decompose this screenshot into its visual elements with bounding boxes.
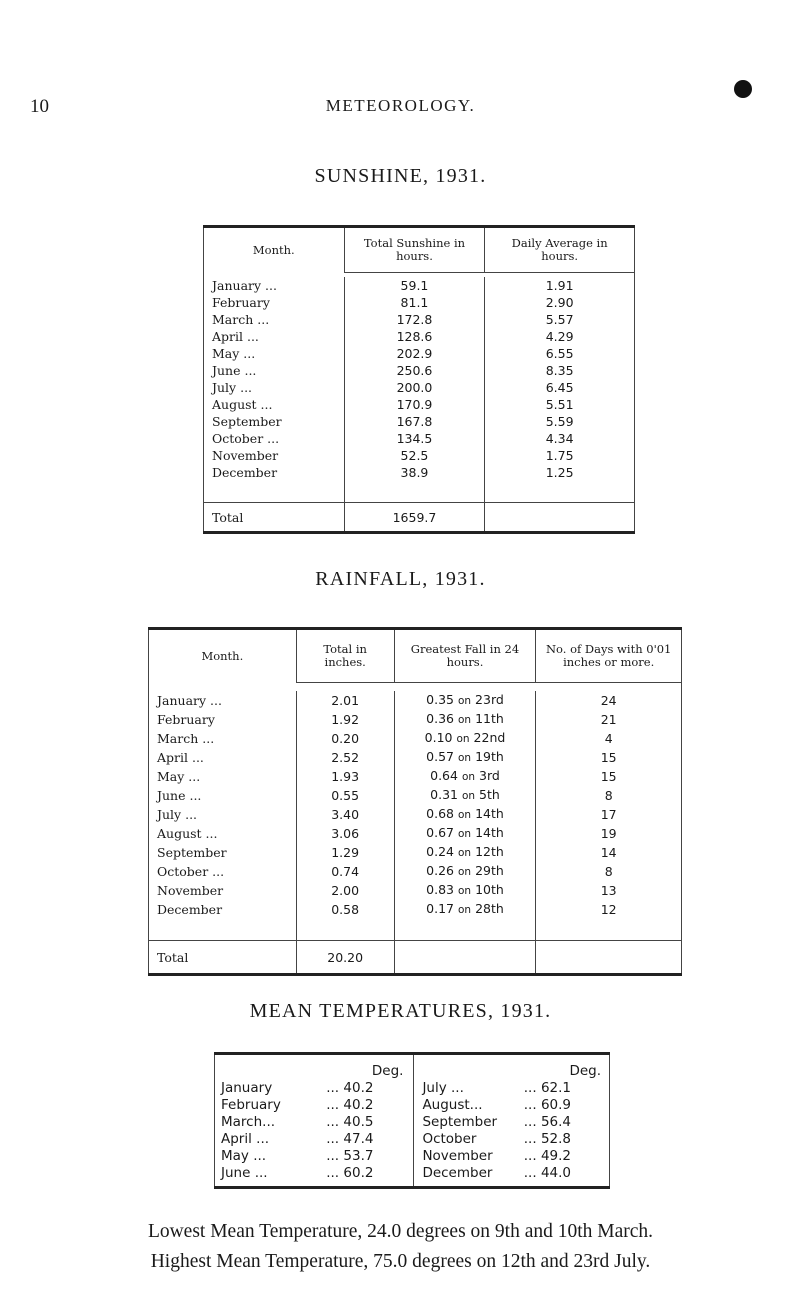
temperature-row: [215, 1080, 610, 1097]
temp-month-left: February: [215, 1097, 327, 1114]
sunshine-total: 128.6: [344, 328, 485, 345]
temp-month-right: November: [422, 1147, 493, 1164]
rainfall-on-word: on: [457, 884, 472, 897]
temp-value-left: ... 60.2: [326, 1165, 414, 1182]
sunshine-month: March ...: [204, 311, 345, 328]
rainfall-month: January ...: [149, 691, 297, 710]
rainfall-month: July ...: [149, 805, 297, 824]
sunshine-row: [204, 277, 635, 294]
rainfall-greatest-amount: 0.64: [430, 767, 458, 783]
rainfall-greatest-amount: 0.31: [430, 786, 458, 802]
rainfall-total: 3.06: [296, 824, 394, 843]
rainfall-days: 15: [536, 767, 682, 786]
sunshine-month: August ...: [204, 396, 345, 413]
rainfall-row: [149, 729, 682, 748]
temp-month-right: July ...: [422, 1079, 464, 1096]
temperature-row: [215, 1148, 610, 1165]
rainfall-on-word: on: [457, 865, 472, 878]
rainfall-greatest-fall: [394, 729, 536, 748]
rainfall-total: 0.20: [296, 729, 394, 748]
rainfall-greatest-date: 11th: [475, 710, 504, 726]
temp-month-left: March...: [215, 1114, 327, 1131]
sunshine-daily: 6.55: [485, 345, 635, 362]
rainfall-greatest-amount: 0.57: [426, 748, 454, 764]
rainfall-on-word: on: [457, 846, 472, 859]
rainfall-greatest-date: 19th: [475, 748, 504, 764]
rainfall-col-month: Month.: [149, 629, 297, 683]
temp-value-left-number: 40.5: [343, 1113, 374, 1130]
rainfall-greatest-amount: 0.68: [426, 805, 454, 821]
sunshine-month: November: [204, 447, 345, 464]
temp-value-right: ... 56.4: [524, 1114, 610, 1131]
rainfall-row: [149, 748, 682, 767]
rainfall-on-word: on: [457, 713, 472, 726]
rainfall-total-value: 20.20: [296, 941, 394, 975]
sunshine-month: June ...: [204, 362, 345, 379]
sunshine-row: [204, 311, 635, 328]
sunshine-month: May ...: [204, 345, 345, 362]
sunshine-col-month: Month.: [204, 227, 345, 273]
temp-value-right-number: 60.9: [540, 1096, 571, 1113]
rainfall-title: RAINFALL, 1931.: [315, 568, 486, 590]
sunshine-total-value: 1659.7: [344, 503, 485, 533]
temp-month-right: October: [422, 1130, 477, 1147]
rainfall-row: [149, 691, 682, 710]
sunshine-daily: 4.34: [485, 430, 635, 447]
rainfall-days: 8: [536, 786, 682, 805]
rainfall-month: May ...: [149, 767, 297, 786]
temp-value-left: ... 53.7: [326, 1148, 414, 1165]
rainfall-days: 19: [536, 824, 682, 843]
sunshine-row: [204, 464, 635, 481]
temp-value-right-number: 56.4: [540, 1113, 571, 1130]
rainfall-month: February: [149, 710, 297, 729]
temp-month-right: December: [422, 1164, 493, 1181]
rainfall-month: November: [149, 881, 297, 900]
rainfall-total: 3.40: [296, 805, 394, 824]
rainfall-on-word: on: [456, 732, 470, 745]
sunshine-total: 172.8: [344, 311, 485, 328]
sunshine-daily: 5.57: [485, 311, 635, 328]
rainfall-total: 0.74: [296, 862, 394, 881]
rainfall-col-days: No. of Days with 0'01 inches or more.: [536, 629, 682, 683]
rainfall-on-word: on: [457, 827, 472, 840]
sunshine-month: July ...: [204, 379, 345, 396]
rainfall-greatest-date: 28th: [475, 900, 504, 916]
sunshine-title: SUNSHINE, 1931.: [314, 165, 487, 187]
rainfall-row: [149, 862, 682, 881]
sunshine-row: [204, 328, 635, 345]
rainfall-table: [148, 627, 682, 976]
temp-value-left-number: 40.2: [343, 1096, 374, 1113]
rainfall-greatest-date: 29th: [475, 862, 504, 878]
rainfall-days: 17: [536, 805, 682, 824]
temp-value-left: ... 40.5: [326, 1114, 414, 1131]
rainfall-greatest-amount: 0.35: [426, 691, 454, 707]
rainfall-greatest-amount: 0.24: [426, 843, 454, 859]
temp-value-left: ... 47.4: [326, 1131, 414, 1148]
sunshine-month: September: [204, 413, 345, 430]
sunshine-row: [204, 447, 635, 464]
sunshine-row: [204, 396, 635, 413]
sunshine-row: [204, 345, 635, 362]
rainfall-greatest-fall: [394, 862, 536, 881]
rainfall-greatest-fall: [394, 824, 536, 843]
rainfall-on-word: on: [457, 808, 472, 821]
rainfall-greatest-fall: [394, 805, 536, 824]
rainfall-row: [149, 881, 682, 900]
rainfall-greatest-amount: 0.10: [424, 729, 453, 745]
temp-value-right: ... 44.0: [524, 1165, 610, 1182]
sunshine-daily: 6.45: [485, 379, 635, 396]
sunshine-col-total: Total Sunshine in hours.: [344, 227, 485, 273]
rainfall-greatest-fall: [394, 767, 536, 786]
temp-value-right: ... 60.9: [524, 1097, 610, 1114]
temp-value-left-number: 60.2: [343, 1164, 374, 1181]
rainfall-days: 13: [536, 881, 682, 900]
rainfall-greatest-fall: [394, 710, 536, 729]
rainfall-total: 1.92: [296, 710, 394, 729]
sunshine-daily: 1.91: [485, 277, 635, 294]
temperature-row: [215, 1131, 610, 1148]
rainfall-days: 15: [536, 748, 682, 767]
rainfall-total: 2.00: [296, 881, 394, 900]
sunshine-total: 59.1: [344, 277, 485, 294]
rainfall-days: 4: [536, 729, 682, 748]
sunshine-daily: 2.90: [485, 294, 635, 311]
rainfall-greatest-fall: [394, 786, 536, 805]
sunshine-row: [204, 413, 635, 430]
sunshine-daily: 4.29: [485, 328, 635, 345]
highest-temperature-note: Highest Mean Temperature, 75.0 degrees on 12th and 23rd July.: [150, 1251, 651, 1272]
temp-month-left: May ...: [215, 1148, 327, 1165]
temperature-row: [215, 1114, 610, 1131]
temp-value-left-number: 47.4: [343, 1130, 374, 1147]
sunshine-table: [203, 225, 635, 534]
rainfall-greatest-amount: 0.17: [426, 900, 454, 916]
sunshine-month: February: [204, 294, 345, 311]
page-number: 10: [30, 96, 49, 117]
sunshine-total: 81.1: [344, 294, 485, 311]
rainfall-total: 2.52: [296, 748, 394, 767]
sunshine-row: [204, 430, 635, 447]
running-header: METEOROLOGY.: [325, 96, 476, 115]
temp-value-left: ... 40.2: [326, 1080, 414, 1097]
rainfall-total: 0.58: [296, 900, 394, 919]
rainfall-greatest-date: 5th: [479, 786, 500, 802]
sunshine-row: [204, 362, 635, 379]
rainfall-greatest-fall: [394, 691, 536, 710]
sunshine-month: October ...: [204, 430, 345, 447]
rainfall-on-word: on: [461, 789, 476, 802]
rainfall-row: [149, 805, 682, 824]
temp-value-left-number: 53.7: [343, 1147, 374, 1164]
rainfall-row: [149, 710, 682, 729]
rainfall-total-label: Total: [149, 941, 297, 975]
rainfall-col-total: Total in inches.: [296, 629, 394, 683]
sunshine-total: 52.5: [344, 447, 485, 464]
sunshine-daily: 8.35: [485, 362, 635, 379]
rainfall-total: 1.29: [296, 843, 394, 862]
rainfall-month: August ...: [149, 824, 297, 843]
temp-value-right-number: 52.8: [540, 1130, 571, 1147]
rainfall-days: 14: [536, 843, 682, 862]
sunshine-row: [204, 294, 635, 311]
sunshine-month: December: [204, 464, 345, 481]
sunshine-col-daily: Daily Average in hours.: [485, 227, 635, 273]
temp-value-left: ... 40.2: [326, 1097, 414, 1114]
rainfall-days: 12: [536, 900, 682, 919]
rainfall-total: 0.55: [296, 786, 394, 805]
temperature-row: [215, 1097, 610, 1114]
sunshine-month: April ...: [204, 328, 345, 345]
rainfall-greatest-date: 14th: [475, 824, 504, 840]
rainfall-month: March ...: [149, 729, 297, 748]
rainfall-greatest-amount: 0.83: [426, 881, 454, 897]
temperatures-title: MEAN TEMPERATURES, 1931.: [249, 1000, 552, 1022]
rainfall-col-greatest: Greatest Fall in 24 hours.: [394, 629, 536, 683]
sunshine-daily: 1.75: [485, 447, 635, 464]
temp-value-right: ... 52.8: [524, 1131, 610, 1148]
temperatures-table: [214, 1052, 610, 1189]
sunshine-daily: 1.25: [485, 464, 635, 481]
rainfall-greatest-date: 14th: [475, 805, 504, 821]
rainfall-days: 24: [536, 691, 682, 710]
rainfall-greatest-date: 3rd: [479, 767, 500, 783]
temp-value-right: ... 49.2: [524, 1148, 610, 1165]
rainfall-month: June ...: [149, 786, 297, 805]
temp-value-right-number: 49.2: [540, 1147, 571, 1164]
sunshine-total: 250.6: [344, 362, 485, 379]
temp-month-left: June ...: [215, 1165, 327, 1182]
rainfall-row: [149, 843, 682, 862]
sunshine-row: [204, 379, 635, 396]
rainfall-month: October ...: [149, 862, 297, 881]
rainfall-greatest-date: 22nd: [473, 729, 506, 745]
rainfall-row: [149, 767, 682, 786]
lowest-temperature-note: Lowest Mean Temperature, 24.0 degrees on 9th and 10th March.: [147, 1221, 654, 1242]
sunshine-total: 170.9: [344, 396, 485, 413]
temp-value-right: ... 62.1: [524, 1080, 610, 1097]
sunshine-total: 38.9: [344, 464, 485, 481]
rainfall-on-word: on: [457, 751, 472, 764]
rainfall-on-word: on: [457, 903, 472, 916]
temperature-row: [215, 1165, 610, 1182]
sunshine-daily: 5.51: [485, 396, 635, 413]
temp-value-right-number: 62.1: [540, 1079, 571, 1096]
sunshine-total: 202.9: [344, 345, 485, 362]
rainfall-greatest-amount: 0.67: [426, 824, 454, 840]
rainfall-row: [149, 824, 682, 843]
rainfall-greatest-date: 10th: [475, 881, 504, 897]
sunshine-total: 167.8: [344, 413, 485, 430]
temp-unit-left: Deg.: [326, 1054, 414, 1080]
sunshine-total: 134.5: [344, 430, 485, 447]
rainfall-greatest-amount: 0.36: [426, 710, 454, 726]
temp-month-right: August...: [422, 1096, 483, 1113]
temp-unit-right: Deg.: [524, 1054, 610, 1080]
rainfall-row: [149, 786, 682, 805]
rainfall-days: 8: [536, 862, 682, 881]
rainfall-greatest-amount: 0.26: [426, 862, 454, 878]
sunshine-month: January ...: [204, 277, 345, 294]
rainfall-on-word: on: [457, 694, 472, 707]
rainfall-greatest-fall: [394, 881, 536, 900]
sunshine-total-label: Total: [204, 503, 345, 533]
rainfall-row: [149, 900, 682, 919]
sunshine-daily: 5.59: [485, 413, 635, 430]
rainfall-month: April ...: [149, 748, 297, 767]
ink-blot: [734, 80, 752, 98]
rainfall-greatest-fall: [394, 748, 536, 767]
rainfall-on-word: on: [461, 770, 476, 783]
temp-value-left-number: 40.2: [343, 1079, 374, 1096]
sunshine-total: 200.0: [344, 379, 485, 396]
temp-value-right-number: 44.0: [540, 1164, 571, 1181]
rainfall-month: September: [149, 843, 297, 862]
rainfall-month: December: [149, 900, 297, 919]
rainfall-greatest-date: 12th: [475, 843, 504, 859]
temp-month-left: January: [215, 1080, 327, 1097]
rainfall-total: 1.93: [296, 767, 394, 786]
rainfall-greatest-fall: [394, 843, 536, 862]
temp-month-right: September: [422, 1113, 498, 1130]
rainfall-total: 2.01: [296, 691, 394, 710]
rainfall-greatest-date: 23rd: [475, 691, 504, 707]
rainfall-greatest-fall: [394, 900, 536, 919]
temp-month-left: April ...: [215, 1131, 327, 1148]
rainfall-days: 21: [536, 710, 682, 729]
